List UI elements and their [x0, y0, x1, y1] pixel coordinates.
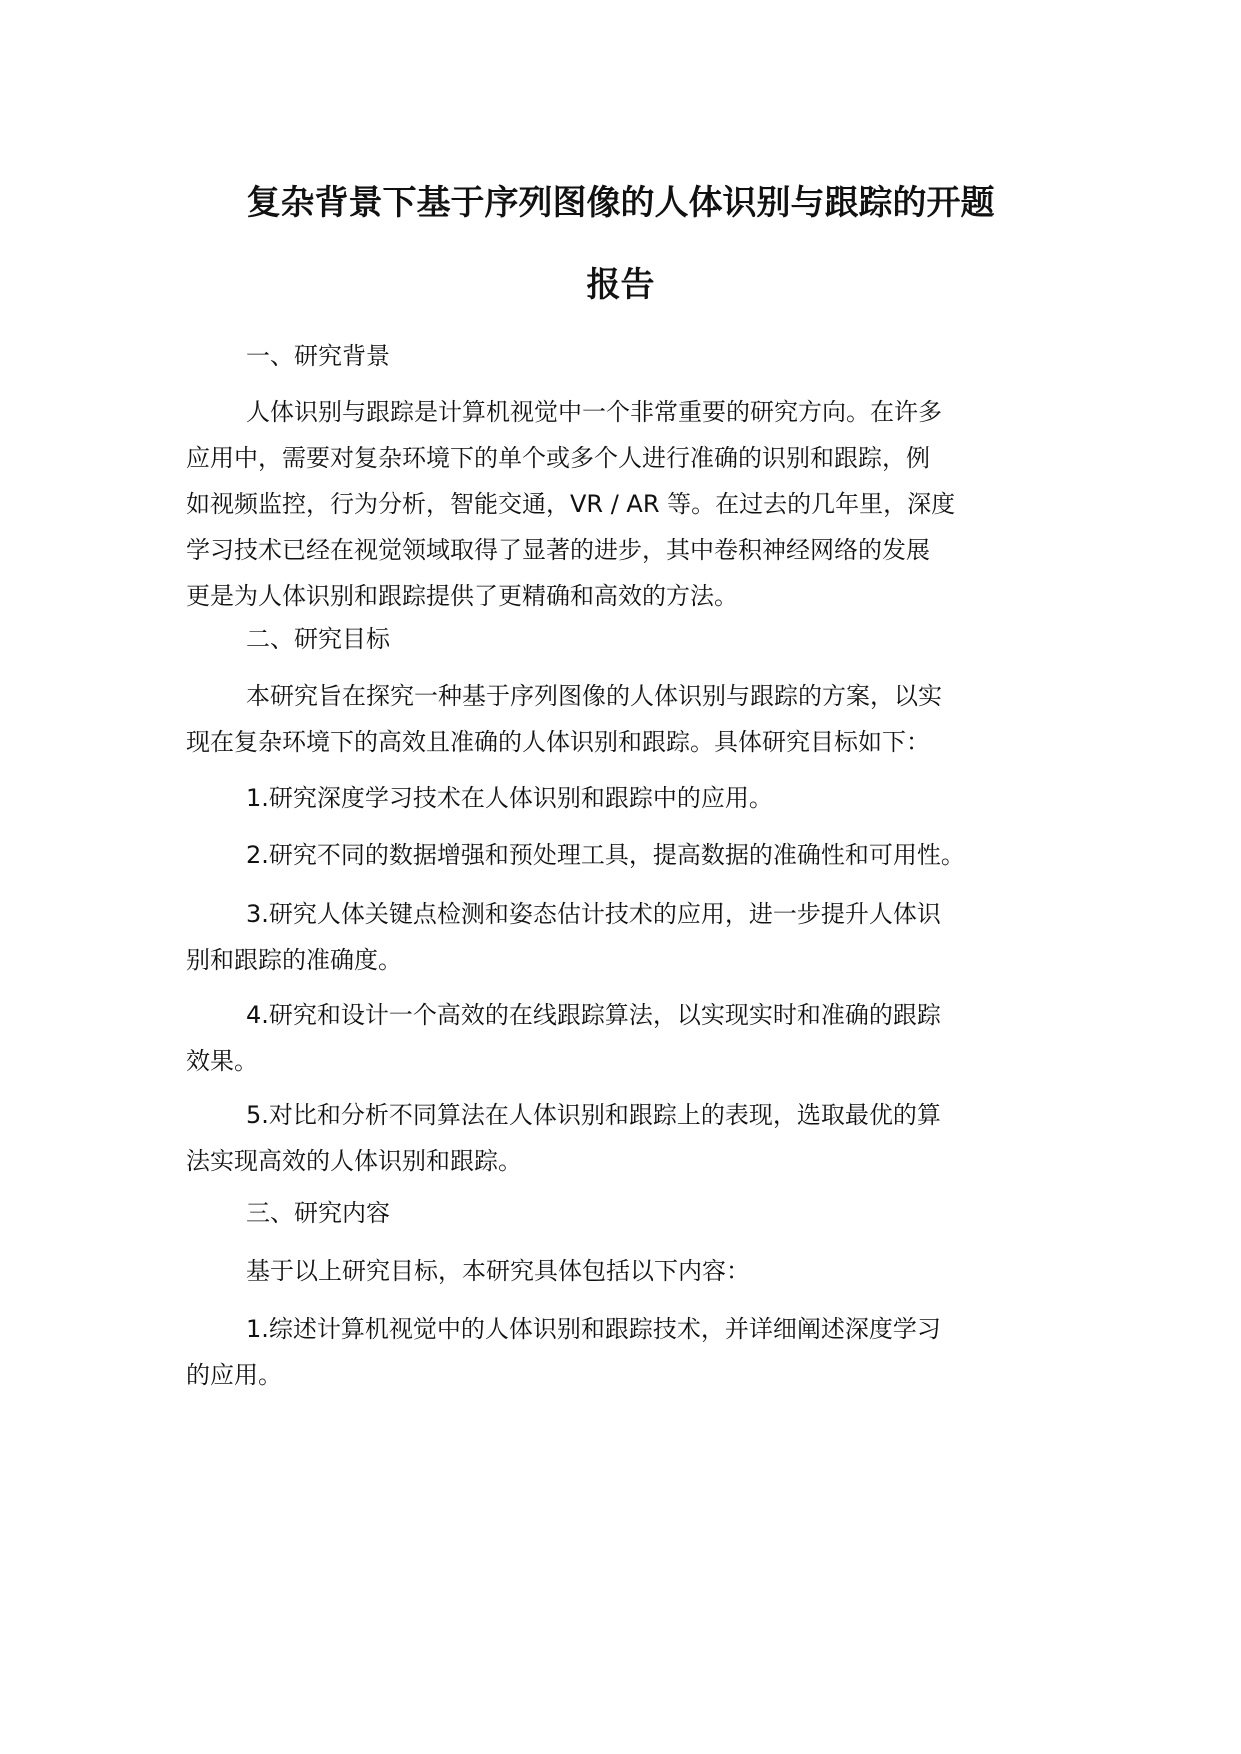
section-heading: 二、研究目标 — [246, 625, 390, 653]
paragraph-line: 现在复杂环境下的高效且准确的人体识别和跟踪。具体研究目标如下： — [186, 728, 930, 756]
paragraph-goals-intro — [186, 673, 1055, 765]
section-heading-goals — [186, 616, 1055, 662]
document-title-line-2: 报告 — [586, 265, 655, 305]
goal-item-3 — [186, 891, 1055, 983]
goal-item-1 — [186, 775, 1055, 821]
content-item-1 — [186, 1306, 1055, 1398]
paragraph-line: 基于以上研究目标，本研究具体包括以下内容： — [246, 1257, 750, 1285]
paragraph-line: 人体识别与跟踪是计算机视觉中一个非常重要的研究方向。在许多 — [246, 398, 942, 426]
list-item-line: 别和跟踪的准确度。 — [186, 946, 402, 974]
paragraph-line: 更是为人体识别和跟踪提供了更精确和高效的方法。 — [186, 582, 738, 610]
list-item-line: 法实现高效的人体识别和跟踪。 — [186, 1147, 522, 1175]
list-item-line: 3.研究人体关键点检测和姿态估计技术的应用，进一步提升人体识 — [246, 900, 941, 928]
list-item-line: 4.研究和设计一个高效的在线跟踪算法，以实现实时和准确的跟踪 — [246, 1001, 941, 1029]
list-item-line: 2.研究不同的数据增强和预处理工具，提高数据的准确性和可用性。 — [246, 841, 965, 869]
list-item-line: 1.研究深度学习技术在人体识别和跟踪中的应用。 — [246, 784, 773, 812]
paragraph-line: 应用中，需要对复杂环境下的单个或多个人进行准确的识别和跟踪，例 — [186, 444, 930, 472]
paragraph-background — [186, 389, 1055, 619]
paragraph-line: 学习技术已经在视觉领域取得了显著的进步，其中卷积神经网络的发展 — [186, 536, 930, 564]
paragraph-line: 本研究旨在探究一种基于序列图像的人体识别与跟踪的方案，以实 — [246, 682, 942, 710]
list-item-line: 5.对比和分析不同算法在人体识别和跟踪上的表现，选取最优的算 — [246, 1101, 941, 1129]
paragraph-content-intro — [186, 1248, 1055, 1294]
list-item-line: 效果。 — [186, 1047, 258, 1075]
goal-item-5 — [186, 1092, 1055, 1184]
section-heading: 一、研究背景 — [246, 342, 390, 370]
document-title-line-1: 复杂背景下基于序列图像的人体识别与跟踪的开题 — [246, 183, 995, 223]
section-heading: 三、研究内容 — [246, 1199, 390, 1227]
goal-item-2 — [186, 832, 1055, 878]
list-item-line: 1.综述计算机视觉中的人体识别和跟踪技术，并详细阐述深度学习 — [246, 1315, 941, 1343]
paragraph-line: 如视频监控，行为分析，智能交通，VR / AR 等。在过去的几年里，深度 — [186, 490, 956, 518]
list-item-line: 的应用。 — [186, 1361, 282, 1389]
section-heading-content — [186, 1190, 1055, 1236]
goal-item-4 — [186, 992, 1055, 1084]
section-heading-background — [186, 333, 1055, 379]
